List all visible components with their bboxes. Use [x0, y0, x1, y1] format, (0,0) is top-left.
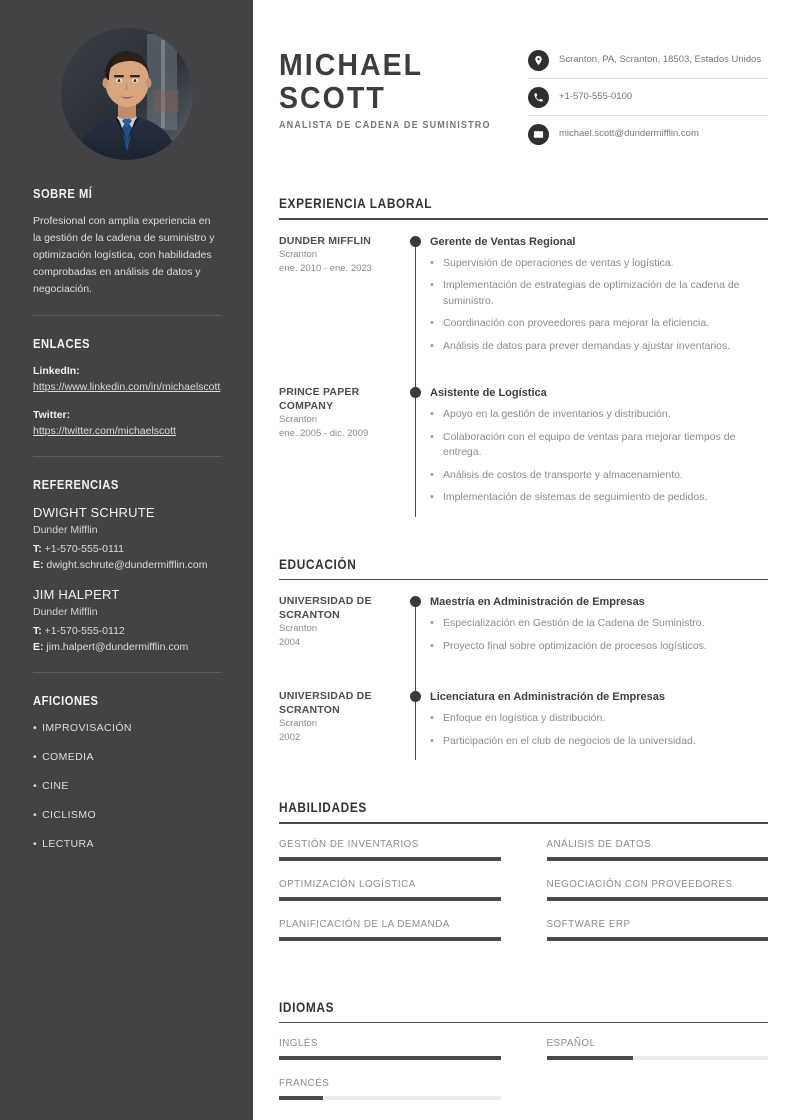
skill-bar-fill — [547, 857, 769, 861]
entry-bullet — [430, 407, 768, 423]
section-rule — [279, 1022, 768, 1024]
entry-org: DUNDER MIFFLIN — [279, 234, 372, 247]
skill-item — [547, 878, 769, 901]
section-rule — [279, 579, 768, 581]
entry-bullet — [430, 490, 768, 506]
skill-bar-track — [279, 937, 501, 941]
email-label: E: — [33, 558, 44, 571]
contact-email: michael.scott@dundermifflin.com — [559, 128, 699, 139]
bullet-dot-icon: • — [430, 279, 434, 292]
language-bar-fill — [279, 1056, 501, 1060]
email-value: jim.halpert@dundermifflin.com — [46, 640, 189, 653]
link-label: Twitter: — [33, 409, 71, 421]
language-item — [547, 1037, 769, 1060]
language-bar-track — [279, 1096, 501, 1100]
about-section — [0, 186, 253, 336]
job-role: ANALISTA DE CADENA DE SUMINISTRO — [279, 120, 491, 131]
entry-dates: 2002 — [279, 732, 301, 744]
language-bar-fill — [547, 1056, 633, 1060]
education-entry — [279, 594, 768, 663]
bullet-text: Implementación de sistemas de seguimiento de pedidos. — [443, 491, 708, 504]
entry-title: Licenciatura en Administración de Empresas — [430, 691, 665, 704]
link-label: LinkedIn: — [33, 365, 80, 377]
skill-item — [547, 838, 769, 861]
bullet-dot-icon: • — [430, 639, 434, 652]
skill-label: SOFTWARE ERP — [546, 918, 631, 930]
hobby-label: LECTURA — [42, 838, 94, 850]
skills-section — [279, 800, 768, 958]
entry-dates: ene. 2010 - ene. 2023 — [279, 262, 372, 274]
about-heading: SOBRE MÍ — [33, 186, 93, 201]
contact-block — [528, 44, 768, 160]
phone-value: +1-570-555-0111 — [44, 543, 124, 555]
bullet-dot-icon: • — [430, 256, 434, 269]
entry-bullet — [430, 468, 768, 484]
section-rule — [279, 218, 768, 220]
entry-dates: ene. 2005 - dic. 2009 — [279, 428, 369, 440]
timeline — [404, 594, 430, 663]
phone-value: +1-570-555-0112 — [44, 625, 125, 637]
language-label: ESPAÑOL — [546, 1038, 596, 1050]
bullet-dot-icon: • — [33, 751, 38, 763]
skill-bar-track — [279, 857, 501, 861]
education-section — [279, 557, 768, 759]
education-entry — [279, 663, 768, 758]
entry-org: PRINCE PAPER COMPANY — [279, 386, 360, 413]
entry-title: Gerente de Ventas Regional — [430, 235, 576, 248]
entry-meta — [279, 234, 404, 364]
entry-bullet — [430, 616, 768, 632]
entry-org: UNIVERSIDAD DE SCRANTON — [279, 690, 372, 717]
hobby-item — [33, 807, 221, 823]
last-name: SCOTT — [279, 80, 386, 115]
bullet-text: Especialización en Gestión de la Cadena de Suministro. — [443, 617, 705, 630]
contact-row-location — [528, 50, 768, 79]
bullet-dot-icon: • — [430, 317, 434, 330]
reference-company: Dunder Mifflin — [33, 524, 98, 536]
entry-body — [430, 234, 768, 364]
entry-dates: 2004 — [279, 637, 301, 649]
contact-location: Scranton, PA, Scranton, 18503, Estados Unidos — [559, 54, 762, 65]
main-content — [253, 0, 794, 1120]
reference-item — [33, 504, 221, 573]
entry-title: Asistente de Logística — [430, 387, 547, 400]
skill-label: PLANIFICACIÓN DE LA DEMANDA — [279, 918, 450, 930]
languages-heading: IDIOMAS — [279, 999, 335, 1015]
entry-bullet — [430, 316, 768, 332]
entry-city: Scranton — [279, 414, 318, 426]
skill-item — [279, 838, 501, 861]
first-name: MICHAEL — [279, 47, 424, 82]
bullet-dot-icon: • — [430, 468, 434, 481]
entry-bullet — [430, 430, 768, 461]
timeline — [404, 663, 430, 758]
skill-label: OPTIMIZACIÓN LOGÍSTICA — [279, 878, 416, 890]
languages-grid — [279, 1037, 768, 1117]
experience-entry — [279, 234, 768, 364]
about-text: Profesional con amplia experiencia en la gestión de la cadena de suministro y optimización logística, con habilidades comprobadas en análisis de datos y negociación. — [33, 215, 215, 295]
skill-item — [547, 918, 769, 941]
skills-heading: HABILIDADES — [279, 800, 367, 816]
reference-email — [33, 558, 221, 574]
skill-bar-track — [547, 857, 769, 861]
skill-bar-track — [547, 897, 769, 901]
sidebar — [0, 0, 253, 1120]
entry-body — [430, 663, 768, 758]
skill-label: NEGOCIACIÓN CON PROVEEDORES — [546, 878, 733, 890]
skill-bar-track — [547, 937, 769, 941]
hobby-item — [33, 836, 221, 852]
reference-name: DWIGHT SCHRUTE — [33, 505, 155, 520]
reference-company: Dunder Mifflin — [33, 606, 98, 618]
reference-email — [33, 640, 221, 656]
links-heading: ENLACES — [33, 336, 91, 351]
bullet-text: Implementación de estrategias de optimización de la cadena de suministro. — [443, 279, 740, 307]
entry-bullet — [430, 339, 768, 355]
entry-body — [430, 594, 768, 663]
bullet-dot-icon: • — [430, 430, 434, 443]
phone-label: T: — [33, 625, 42, 637]
link-url-twitter[interactable]: https://twitter.com/michaelscott — [33, 425, 176, 437]
bullet-dot-icon: • — [430, 491, 434, 504]
identity-block — [279, 44, 528, 131]
language-bar-track — [279, 1056, 501, 1060]
timeline-dot — [410, 236, 421, 247]
skill-bar-track — [279, 897, 501, 901]
entry-city: Scranton — [279, 718, 318, 730]
phone-icon — [528, 87, 549, 108]
entry-city: Scranton — [279, 623, 318, 635]
skill-label: ANÁLISIS DE DATOS — [546, 838, 652, 850]
contact-phone: +1-570-555-0100 — [559, 91, 633, 102]
bullet-dot-icon: • — [430, 408, 434, 421]
hobbies-heading: AFICIONES — [33, 693, 99, 708]
phone-label: T: — [33, 543, 42, 555]
experience-entry — [279, 363, 768, 515]
hobby-label: CICLISMO — [42, 809, 97, 821]
email-value: dwight.schrute@dundermifflin.com — [46, 558, 208, 571]
references-section — [0, 477, 253, 693]
link-url-linkedin[interactable]: https://www.linkedin.com/in/michaelscott — [33, 381, 221, 393]
entry-bullet — [430, 256, 768, 272]
entry-city: Scranton — [279, 248, 318, 260]
entry-bullet — [430, 639, 768, 655]
entry-title: Maestría en Administración de Empresas — [430, 596, 645, 609]
timeline-dot — [410, 596, 421, 607]
entry-meta — [279, 663, 404, 758]
entry-bullet — [430, 734, 768, 750]
section-rule — [279, 822, 768, 824]
bullet-text: Enfoque en logística y distribución. — [443, 712, 606, 725]
language-label: INGLÉS — [279, 1038, 318, 1050]
language-item — [279, 1037, 501, 1060]
entry-bullet — [430, 711, 768, 727]
timeline-line — [415, 600, 416, 665]
contact-row-email — [528, 124, 768, 152]
email-label: E: — [33, 640, 44, 653]
timeline — [404, 234, 430, 364]
education-heading: EDUCACIÓN — [279, 556, 357, 572]
envelope-icon — [528, 124, 549, 145]
profile-photo-wrap — [0, 0, 253, 160]
bullet-text: Supervisión de operaciones de ventas y logística. — [443, 256, 674, 269]
reference-phone — [33, 542, 221, 558]
skill-bar-fill — [547, 897, 769, 901]
hobby-item — [33, 778, 221, 794]
language-item — [279, 1077, 501, 1100]
contact-row-phone — [528, 87, 768, 116]
bullet-text: Colaboración con el equipo de ventas para mejorar tiempos de entrega. — [443, 430, 736, 459]
reference-phone — [33, 624, 221, 640]
skill-item — [279, 918, 501, 941]
references-heading: REFERENCIAS — [33, 477, 119, 492]
resume-header — [279, 44, 768, 160]
entry-org: UNIVERSIDAD DE SCRANTON — [279, 595, 372, 622]
timeline-dot — [410, 387, 421, 398]
languages-section — [279, 1000, 768, 1118]
timeline-line — [415, 240, 416, 366]
link-item — [33, 363, 221, 395]
bullet-text: Participación en el club de negocios de la universidad. — [443, 734, 696, 747]
link-item — [33, 407, 221, 439]
links-section — [0, 336, 253, 477]
hobby-item — [33, 720, 221, 736]
skill-bar-fill — [279, 857, 501, 861]
hobby-label: COMEDIA — [42, 751, 94, 763]
language-bar-track — [547, 1056, 769, 1060]
skills-grid — [279, 838, 768, 958]
avatar — [61, 28, 193, 160]
experience-heading: EXPERIENCIA LABORAL — [279, 196, 433, 211]
hobbies-section — [0, 693, 253, 852]
reference-item — [33, 586, 221, 655]
bullet-dot-icon: • — [33, 809, 38, 821]
entry-meta — [279, 594, 404, 663]
bullet-text: Análisis de datos para prever demandas y ajustar inventarios. — [443, 339, 731, 352]
hobby-label: IMPROVISACIÓN — [42, 722, 132, 734]
skill-bar-fill — [547, 937, 769, 941]
bullet-text: Apoyo en la gestión de inventarios y distribución. — [443, 408, 671, 421]
bullet-dot-icon: • — [430, 712, 434, 725]
bullet-dot-icon: • — [430, 339, 434, 352]
timeline — [404, 363, 430, 515]
skill-item — [279, 878, 501, 901]
bullet-text: Coordinación con proveedores para mejorar la eficiencia. — [443, 317, 710, 330]
bullet-dot-icon: • — [430, 617, 434, 630]
bullet-dot-icon: • — [33, 722, 38, 734]
timeline-line — [415, 663, 416, 760]
bullet-dot-icon: • — [33, 780, 38, 792]
hobby-label: CINE — [42, 780, 69, 792]
location-pin-icon — [528, 50, 549, 71]
bullet-text: Análisis de costos de transporte y almacenamiento. — [443, 468, 683, 481]
language-label: FRANCÉS — [279, 1078, 330, 1090]
skill-label: GESTIÓN DE INVENTARIOS — [279, 838, 419, 850]
timeline-dot — [410, 691, 421, 702]
bullet-dot-icon: • — [33, 838, 38, 850]
reference-name: JIM HALPERT — [33, 587, 120, 602]
language-bar-fill — [279, 1096, 323, 1100]
entry-meta — [279, 363, 404, 515]
skill-bar-fill — [279, 897, 501, 901]
entry-bullet — [430, 278, 768, 309]
hobby-item — [33, 749, 221, 765]
experience-section — [279, 196, 768, 515]
bullet-dot-icon: • — [430, 734, 434, 747]
bullet-text: Proyecto final sobre optimización de procesos logísticos. — [443, 639, 707, 652]
skill-bar-fill — [279, 937, 501, 941]
entry-body — [430, 363, 768, 515]
